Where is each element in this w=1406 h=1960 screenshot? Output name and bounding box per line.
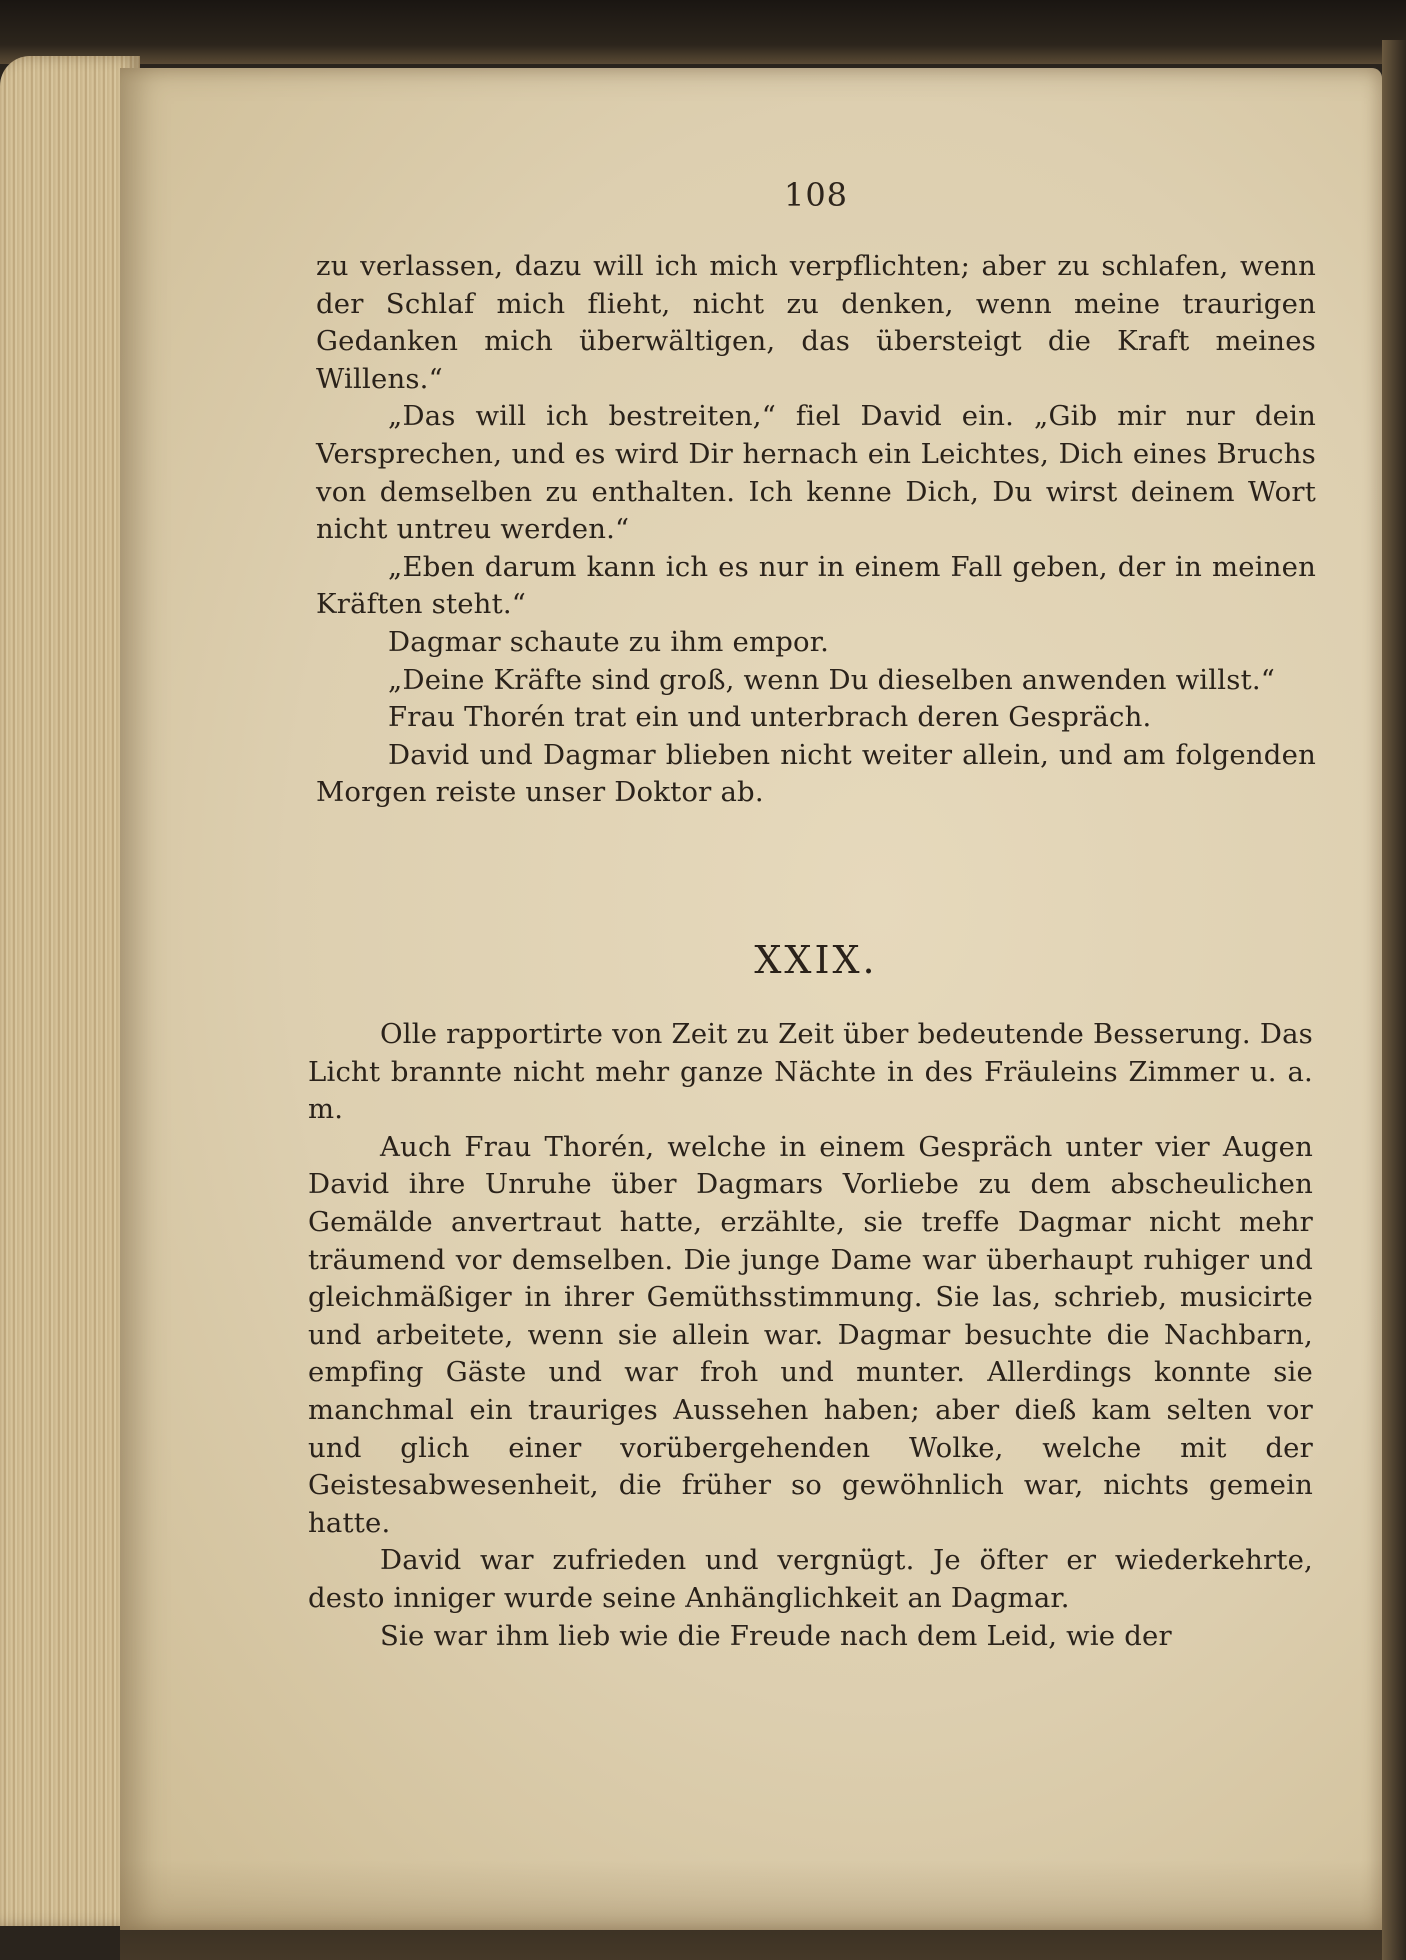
paragraph: „Eben darum kann ich es nur in einem Fall geben, der in meinen Kräften steht.“: [316, 550, 1316, 621]
paragraph: Dagmar schaute zu ihm empor.: [388, 625, 830, 658]
paragraph: Olle rapportirte von Zeit zu Zeit über bedeutende Besserung. Das Licht brannte nicht mehr ganze Nächte in des Fräuleins Zimmer u. a. m.: [308, 1018, 1313, 1126]
paragraph: David und Dagmar blieben nicht weiter allein, und am folgenden Morgen reiste unser Doktor ab.: [316, 738, 1316, 809]
page-edges-stack: [0, 56, 140, 1926]
paragraph: Auch Frau Thorén, welche in einem Gespräch unter vier Augen David ihre Unruhe über Dagmars Vorliebe zu dem abscheulichen Gemälde anvertraut hatte, erzählte, sie treffe Dagmar nicht mehr träumend vor demselben. Die junge Dame war überhaupt ruhiger und gleichmäßiger in ihrer Gemüthsstimmung. Sie las, schrieb, musicirte und arbeitete, wenn sie allein war. Dagmar besuchte die Nachbarn, empfing Gäste und war froh und munter. Allerdings konnte sie manchmal ein trauriges Aussehen haben; aber dieß kam selten vor und glich einer vorübergehenden Wolke, welche mit der Geistesabwesenheit, die früher so gewöhnlich war, nichts gemein hatte.: [308, 1130, 1313, 1539]
chapter-heading: XXIX.: [754, 938, 878, 982]
paragraph: David war zufrieden und vergnügt. Je öfter er wiederkehrte, desto inniger wurde seine Anhänglichkeit an Dagmar.: [308, 1544, 1313, 1614]
scan-backdrop: [0, 0, 1406, 64]
book-spine-edge: [1382, 40, 1406, 1960]
section-bottom: [308, 1016, 1313, 1655]
page-bottom-shadow: [120, 1860, 1382, 1960]
paragraph: zu verlassen, dazu will ich mich verpflichten; aber zu schlafen, wenn der Schlaf mich flieht, nicht zu denken, wenn meine traurigen Gedanken mich überwältigen, das übersteigt die Kraft meines Willens.“: [316, 250, 1316, 395]
paragraph: Sie war ihm lieb wie die Freude nach dem Leid, wie der: [380, 1619, 1172, 1652]
paragraph: Frau Thorén trat ein und unterbrach deren Gespräch.: [388, 701, 1152, 734]
paragraph: „Das will ich bestreiten,“ fiel David ein. „Gib mir nur dein Versprechen, und es wird Dir hernach ein Leichtes, Dich eines Bruchs von demselben zu enthalten. Ich kenne Dich, Du wirst deinem Wort nicht untreu werden.“: [316, 400, 1316, 546]
page-number: 108: [783, 176, 849, 214]
paragraph: „Deine Kräfte sind groß, wenn Du dieselben anwenden willst.“: [388, 663, 1276, 696]
section-top: [316, 248, 1316, 812]
